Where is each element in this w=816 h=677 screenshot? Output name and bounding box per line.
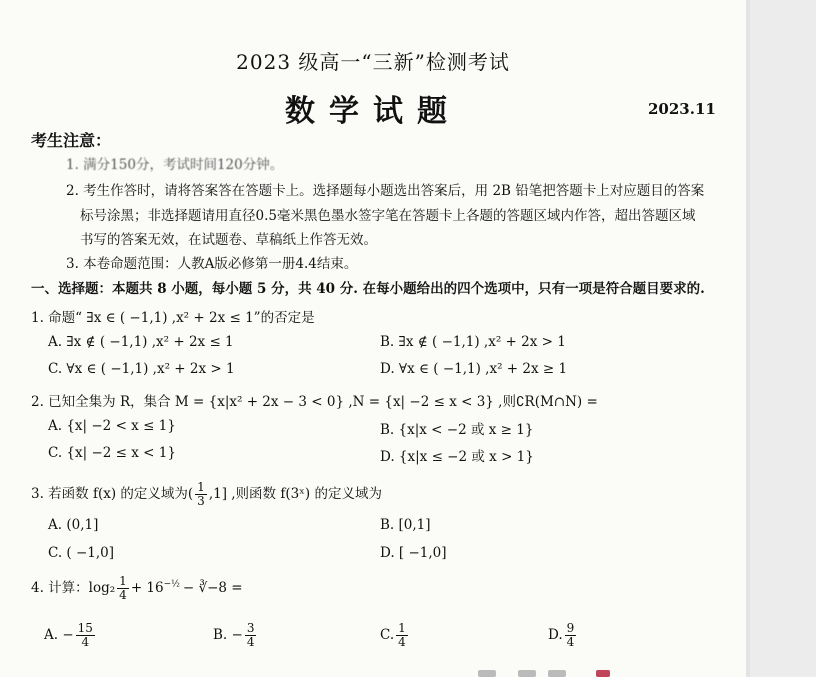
question-2-option-a: A. {x| −2 < x ≤ 1} (48, 418, 176, 434)
option-fraction (76, 622, 95, 649)
fraction-denominator: 4 (119, 588, 127, 602)
question-2-option-d: D. {x|x ≤ −2 或 x > 1} (380, 449, 534, 465)
question-3-option-d: D. [ −1,0] (380, 545, 447, 561)
question-2-option-b: B. {x|x < −2 或 x ≥ 1} (380, 422, 534, 438)
question-3-option-c: C. ( −1,0] (48, 545, 115, 561)
question-1-stem: 1. 命题“ ∃x ∈ ( −1,1) ,x² + 2x ≤ 1”的否定是 (31, 310, 315, 326)
fraction-one-quarter (117, 575, 129, 602)
question-1-option-c: C. ∀x ∈ ( −1,1) ,x² + 2x > 1 (48, 361, 235, 377)
option-fraction (396, 622, 408, 649)
fraction-numerator: 1 (119, 574, 127, 588)
section-1-heading: 一、选择题：本题共 8 小题，每小题 5 分，共 40 分. 在每小题给出的四个选项中，只有一项是符合题目要求的. (31, 281, 705, 297)
question-4-option-d (548, 622, 578, 649)
exponent: −½ (163, 579, 180, 590)
notice-item-2-line-1: 2. 考生作答时，请将答案答在答题卡上。选择题每小题选出答案后，用 2B 铅笔把答题卡上对应题目的答案 (66, 183, 705, 199)
question-1-option-d: D. ∀x ∈ ( −1,1) ,x² + 2x ≥ 1 (380, 361, 568, 377)
notice-item-2-line-3: 书写的答案无效，在试题卷、草稿纸上作答无效。 (80, 232, 377, 248)
option-label: C. (380, 627, 395, 643)
option-label: B. − (213, 627, 243, 643)
fraction-denominator: 4 (81, 635, 90, 649)
fraction-numerator: 3 (246, 621, 255, 635)
question-4-stem (31, 575, 243, 602)
question-4-stem-part-a: 4. 计算：log₂ (31, 580, 116, 596)
question-1-option-a: A. ∃x ∉ ( −1,1) ,x² + 2x ≤ 1 (48, 334, 234, 350)
option-fraction (565, 622, 577, 649)
notice-item-3: 3. 本卷命题范围：人教A版必修第一册4.4结束。 (66, 256, 358, 272)
viewer-scrollbar-area[interactable] (750, 0, 816, 677)
taskbar-item[interactable] (478, 670, 496, 677)
taskbar-item[interactable] (548, 670, 566, 677)
fraction-numerator: 1 (197, 480, 205, 494)
notice-item-1: 1. 满分150分，考试时间120分钟。 (66, 157, 284, 173)
question-1-option-b: B. ∃x ∉ ( −1,1) ,x² + 2x > 1 (380, 334, 566, 350)
question-3-option-b: B. [0,1] (380, 517, 431, 533)
question-4-option-c (380, 622, 410, 649)
fraction-numerator: 15 (77, 621, 93, 635)
option-fraction (245, 622, 257, 649)
question-4-stem-part-c: − ∛−8 = (182, 580, 243, 596)
fraction-numerator: 9 (566, 621, 575, 635)
question-4-option-a (44, 622, 97, 649)
exam-date: 2023.11 (648, 100, 716, 118)
question-3-stem (31, 481, 382, 508)
option-label: D. (548, 627, 563, 643)
option-label: A. − (44, 627, 74, 643)
question-2-stem: 2. 已知全集为 R，集合 M = {x|x² + 2x − 3 < 0} ,N = {x| −2 ≤ x < 3} ,则∁R(M∩N) = (31, 394, 598, 410)
notice-item-2-line-2: 标号涂黑；非选择题请用直径0.5毫米黑色墨水签字笔在答题卡上各题的答题区域内作答，超出答题区域 (80, 208, 696, 224)
fraction-denominator: 4 (398, 635, 406, 649)
notice-heading: 考生注意： (31, 131, 112, 150)
question-4-option-b (213, 622, 258, 649)
taskbar-item[interactable] (596, 670, 610, 677)
taskbar-item[interactable] (518, 670, 536, 677)
question-4-stem-part-b: + 16 (130, 580, 164, 596)
fraction-denominator: 4 (566, 635, 575, 649)
fraction-one-third (195, 481, 207, 508)
fraction-numerator: 1 (398, 621, 406, 635)
question-3-option-a: A. (0,1] (48, 517, 99, 533)
fraction-denominator: 3 (197, 494, 205, 508)
question-2-option-c: C. {x| −2 ≤ x < 1} (48, 445, 176, 461)
question-3-stem-part-a: 3. 若函数 f(x) 的定义域为( (31, 486, 194, 502)
exam-name: 2023 级高一“三新”检测考试 (236, 50, 510, 74)
page-title: 数学试题 (285, 94, 461, 129)
fraction-denominator: 4 (246, 635, 255, 649)
question-3-stem-part-b: ,1] ,则函数 f(3ˣ) 的定义域为 (208, 486, 382, 502)
